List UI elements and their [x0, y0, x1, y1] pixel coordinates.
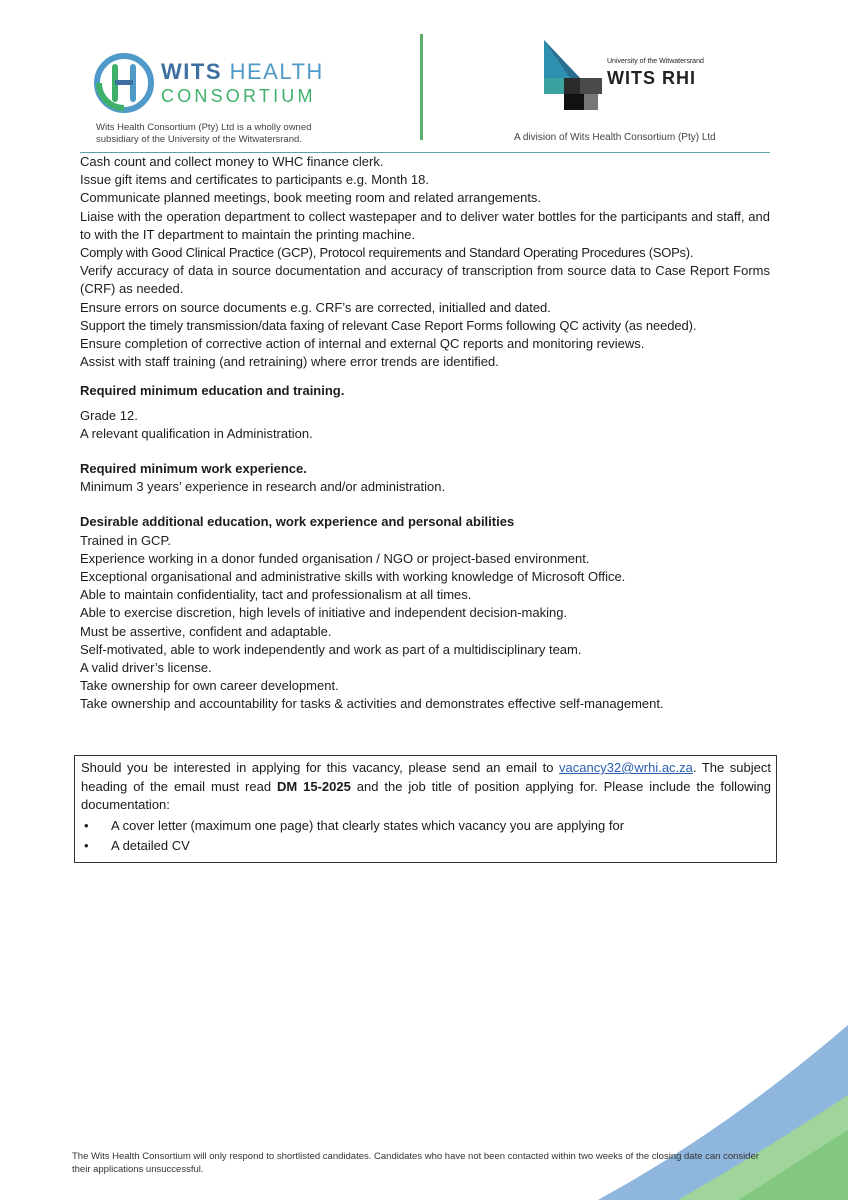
application-instructions-text: [81, 759, 771, 815]
education-item: A relevant qualification in Administration.: [80, 425, 313, 441]
whc-subtitle-line2: subsidiary of the University of the Witwatersrand.: [96, 134, 302, 145]
education-list: [80, 407, 770, 443]
whc-emblem-icon: [93, 52, 155, 114]
wits-rhi-logo: [540, 38, 710, 118]
duty-item: Comply with Good Clinical Practice (GCP), Protocol requirements and Standard Operating Procedures (SOPs).: [80, 245, 694, 261]
whc-wordmark: [161, 61, 324, 107]
required-document-item: • A detailed CV: [111, 837, 771, 856]
experience-heading: Required minimum work experience.: [80, 461, 307, 477]
duty-item: Ensure completion of corrective action of internal and external QC reports and monitoring reviews.: [80, 336, 645, 352]
duty-item: Ensure errors on source documents e.g. CRF’s are corrected, initialled and dated.: [80, 299, 551, 315]
required-document-item: • A cover letter (maximum one page) that clearly states which vacancy you are applying for: [111, 817, 771, 836]
header-divider: [420, 34, 423, 140]
desirable-item: Must be assertive, confident and adaptable.: [80, 623, 332, 639]
whc-word-health: HEALTH: [229, 59, 324, 84]
apply-text-2: . The subject heading of the email must read: [81, 760, 771, 794]
letterhead: [0, 0, 848, 160]
desirable-item: Trained in GCP.: [80, 532, 172, 548]
duty-item: Support the timely transmission/data faxing of relevant Case Report Forms following QC activity (as needed).: [80, 317, 697, 333]
whc-subtitle: [96, 122, 311, 146]
duty-item: Issue gift items and certificates to participants e.g. Month 18.: [80, 172, 430, 188]
education-item: Grade 12.: [80, 407, 138, 423]
vacancy-email-link[interactable]: vacancy32@wrhi.ac.za: [559, 760, 693, 775]
desirable-item: Able to maintain confidentiality, tact and professionalism at all times.: [80, 587, 472, 603]
education-heading: Required minimum education and training.: [80, 383, 345, 399]
desirable-item: Take ownership for own career development.: [80, 678, 339, 694]
whc-word-consortium: CONSORTIUM: [161, 86, 316, 106]
rhi-university-name: University of the Witwatersrand: [607, 58, 704, 65]
desirable-item: Able to exercise discretion, high levels of initiative and independent decision-making.: [80, 605, 568, 621]
vacancy-reference: DM 15-2025: [276, 778, 351, 794]
experience-item: Minimum 3 years’ experience in research and/or administration.: [80, 479, 446, 495]
duties-list: [80, 153, 770, 371]
desirable-heading: Desirable additional education, work experience and personal abilities: [80, 514, 515, 530]
desirable-item: A valid driver’s license.: [80, 660, 212, 676]
duty-item: Communicate planned meetings, book meeting room and related arrangements.: [80, 190, 542, 206]
duty-item: Liaise with the operation department to collect wastepaper and to deliver water bottles for the participants and staff, and to with the IT department to maintain the printing machine.: [80, 208, 770, 242]
rhi-name: WITS RHI: [607, 68, 696, 88]
required-documents-list: [81, 817, 771, 856]
desirable-item: Self-motivated, able to work independently and work as part of a multidisciplinary team.: [80, 641, 582, 657]
desirable-item: Exceptional organisational and administrative skills with working knowledge of Microsoft Office.: [80, 569, 626, 585]
duty-item: Verify accuracy of data in source documentation and accuracy of transcription from source data to Case Report Forms (CRF) as needed.: [80, 263, 770, 297]
rhi-subtitle: A division of Wits Health Consortium (Pty) Ltd: [514, 132, 716, 143]
desirable-item: Take ownership and accountability for tasks & activities and demonstrates effective self-management.: [80, 696, 664, 712]
whc-word-wits: WITS: [161, 59, 222, 84]
desirable-list: [80, 532, 770, 714]
footer-note: The Wits Health Consortium will only respond to shortlisted candidates. Candidates who have not been contacted within two weeks of the closing date can consider their applications unsuccessful.: [72, 1151, 760, 1175]
experience-list: [80, 478, 770, 496]
apply-text-3: and the job title of position applying for. Please include the following documentation:: [81, 778, 771, 812]
application-instructions-box: [74, 755, 777, 863]
whc-subtitle-line1: Wits Health Consortium (Pty) Ltd is a wholly owned: [96, 122, 312, 133]
whc-logo: [93, 52, 333, 114]
duty-item: Cash count and collect money to WHC finance clerk.: [80, 154, 384, 169]
apply-text-1: Should you be interested in applying for this vacancy, please send an email to: [81, 760, 560, 775]
desirable-item: Experience working in a donor funded organisation / NGO or project-based environment.: [80, 550, 590, 566]
duty-item: Assist with staff training (and retraining) where error trends are identified.: [80, 354, 499, 370]
vacancy-content: [80, 153, 770, 714]
